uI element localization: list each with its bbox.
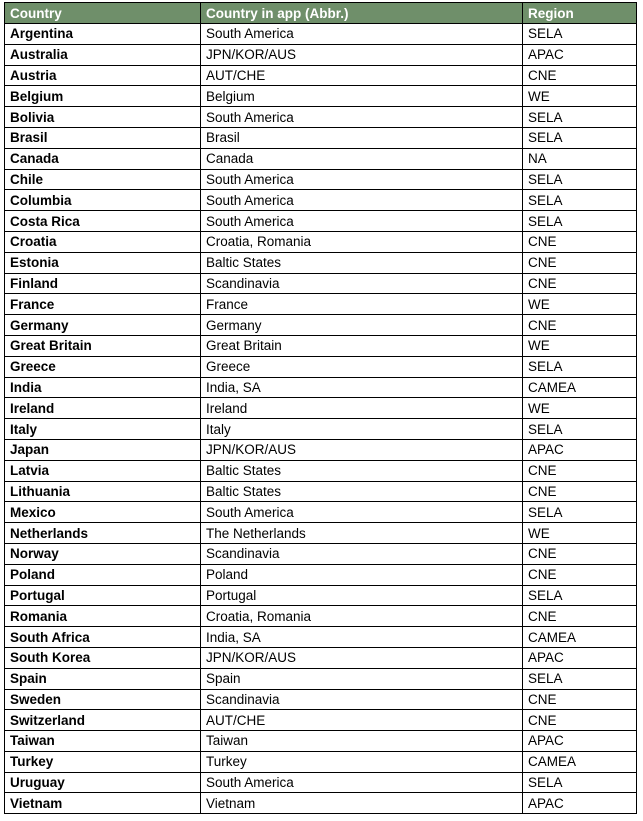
- country-cell: Chile: [5, 169, 201, 190]
- country-in-app-cell: India, SA: [201, 377, 523, 398]
- country-cell: India: [5, 377, 201, 398]
- country-cell: Austria: [5, 65, 201, 86]
- country-cell: Latvia: [5, 460, 201, 481]
- region-cell: CNE: [523, 231, 637, 252]
- country-cell: Turkey: [5, 751, 201, 772]
- region-cell: CNE: [523, 65, 637, 86]
- table-row: [5, 460, 637, 481]
- country-in-app-cell: South America: [201, 772, 523, 793]
- region-cell: CNE: [523, 689, 637, 710]
- country-cell: Japan: [5, 439, 201, 460]
- country-cell: Romania: [5, 606, 201, 627]
- country-cell: Spain: [5, 668, 201, 689]
- table-row: [5, 627, 637, 648]
- region-cell: SELA: [523, 211, 637, 232]
- country-in-app-cell: Turkey: [201, 751, 523, 772]
- region-cell: WE: [523, 398, 637, 419]
- country-in-app-cell: Taiwan: [201, 731, 523, 752]
- region-cell: CNE: [523, 481, 637, 502]
- table-row: [5, 356, 637, 377]
- region-cell: SELA: [523, 127, 637, 148]
- table-row: [5, 107, 637, 128]
- country-cell: Portugal: [5, 585, 201, 606]
- country-cell: Bolivia: [5, 107, 201, 128]
- country-in-app-cell: Belgium: [201, 86, 523, 107]
- region-cell: WE: [523, 523, 637, 544]
- country-cell: Brasil: [5, 127, 201, 148]
- header-country: Country: [5, 3, 201, 24]
- country-in-app-cell: AUT/CHE: [201, 65, 523, 86]
- table-header: [5, 3, 637, 24]
- table-row: [5, 127, 637, 148]
- table-row: [5, 24, 637, 45]
- country-region-sheet: [4, 2, 637, 814]
- country-cell: Norway: [5, 543, 201, 564]
- country-in-app-cell: Italy: [201, 419, 523, 440]
- region-cell: CAMEA: [523, 627, 637, 648]
- region-cell: WE: [523, 335, 637, 356]
- region-cell: NA: [523, 148, 637, 169]
- table-row: [5, 169, 637, 190]
- table-row: [5, 647, 637, 668]
- table-row: [5, 398, 637, 419]
- region-cell: SELA: [523, 502, 637, 523]
- table-row: [5, 335, 637, 356]
- table-row: [5, 65, 637, 86]
- country-in-app-cell: Scandinavia: [201, 543, 523, 564]
- table-row: [5, 606, 637, 627]
- region-cell: SELA: [523, 169, 637, 190]
- country-in-app-cell: South America: [201, 107, 523, 128]
- country-in-app-cell: France: [201, 294, 523, 315]
- country-cell: Poland: [5, 564, 201, 585]
- country-cell: Great Britain: [5, 335, 201, 356]
- region-cell: CAMEA: [523, 751, 637, 772]
- region-cell: SELA: [523, 24, 637, 45]
- country-cell: Switzerland: [5, 710, 201, 731]
- country-in-app-cell: Germany: [201, 315, 523, 336]
- country-in-app-cell: Baltic States: [201, 252, 523, 273]
- country-in-app-cell: South America: [201, 190, 523, 211]
- country-cell: South Korea: [5, 647, 201, 668]
- country-in-app-cell: JPN/KOR/AUS: [201, 647, 523, 668]
- table-row: [5, 502, 637, 523]
- country-cell: Mexico: [5, 502, 201, 523]
- country-in-app-cell: The Netherlands: [201, 523, 523, 544]
- country-in-app-cell: Baltic States: [201, 481, 523, 502]
- country-in-app-cell: JPN/KOR/AUS: [201, 439, 523, 460]
- region-cell: CAMEA: [523, 377, 637, 398]
- table-row: [5, 44, 637, 65]
- table-row: [5, 190, 637, 211]
- country-cell: Australia: [5, 44, 201, 65]
- region-cell: CNE: [523, 710, 637, 731]
- country-cell: Uruguay: [5, 772, 201, 793]
- table-row: [5, 294, 637, 315]
- country-in-app-cell: South America: [201, 502, 523, 523]
- country-in-app-cell: JPN/KOR/AUS: [201, 44, 523, 65]
- country-in-app-cell: South America: [201, 211, 523, 232]
- table-row: [5, 377, 637, 398]
- country-in-app-cell: Ireland: [201, 398, 523, 419]
- country-cell: Germany: [5, 315, 201, 336]
- region-cell: APAC: [523, 731, 637, 752]
- region-cell: SELA: [523, 772, 637, 793]
- region-cell: SELA: [523, 668, 637, 689]
- region-cell: CNE: [523, 543, 637, 564]
- region-cell: CNE: [523, 252, 637, 273]
- country-in-app-cell: Brasil: [201, 127, 523, 148]
- table-row: [5, 315, 637, 336]
- country-cell: Vietnam: [5, 793, 201, 814]
- region-cell: APAC: [523, 439, 637, 460]
- country-in-app-cell: Croatia, Romania: [201, 231, 523, 252]
- header-row: [5, 3, 637, 24]
- table-row: [5, 543, 637, 564]
- country-in-app-cell: India, SA: [201, 627, 523, 648]
- region-cell: APAC: [523, 647, 637, 668]
- country-in-app-cell: Portugal: [201, 585, 523, 606]
- header-country-in-app: Country in app (Abbr.): [201, 3, 523, 24]
- country-cell: Netherlands: [5, 523, 201, 544]
- region-cell: WE: [523, 86, 637, 107]
- table-row: [5, 668, 637, 689]
- table-row: [5, 793, 637, 814]
- region-cell: SELA: [523, 190, 637, 211]
- country-cell: Sweden: [5, 689, 201, 710]
- country-in-app-cell: Canada: [201, 148, 523, 169]
- table-row: [5, 231, 637, 252]
- country-in-app-cell: Croatia, Romania: [201, 606, 523, 627]
- table-row: [5, 689, 637, 710]
- region-cell: CNE: [523, 564, 637, 585]
- country-in-app-cell: South America: [201, 169, 523, 190]
- country-region-table: [4, 2, 637, 814]
- table-row: [5, 772, 637, 793]
- country-cell: Costa Rica: [5, 211, 201, 232]
- country-in-app-cell: South America: [201, 24, 523, 45]
- country-in-app-cell: Scandinavia: [201, 689, 523, 710]
- country-in-app-cell: Spain: [201, 668, 523, 689]
- table-row: [5, 585, 637, 606]
- country-in-app-cell: Greece: [201, 356, 523, 377]
- country-in-app-cell: Poland: [201, 564, 523, 585]
- country-cell: Croatia: [5, 231, 201, 252]
- table-row: [5, 273, 637, 294]
- table-body: [5, 24, 637, 814]
- country-cell: Estonia: [5, 252, 201, 273]
- country-cell: Italy: [5, 419, 201, 440]
- country-in-app-cell: AUT/CHE: [201, 710, 523, 731]
- table-row: [5, 419, 637, 440]
- country-cell: Argentina: [5, 24, 201, 45]
- table-row: [5, 439, 637, 460]
- region-cell: CNE: [523, 315, 637, 336]
- table-row: [5, 481, 637, 502]
- country-cell: Canada: [5, 148, 201, 169]
- country-cell: France: [5, 294, 201, 315]
- table-row: [5, 252, 637, 273]
- country-in-app-cell: Scandinavia: [201, 273, 523, 294]
- table-row: [5, 211, 637, 232]
- country-in-app-cell: Vietnam: [201, 793, 523, 814]
- table-row: [5, 564, 637, 585]
- region-cell: CNE: [523, 606, 637, 627]
- country-cell: Lithuania: [5, 481, 201, 502]
- table-row: [5, 86, 637, 107]
- country-cell: Columbia: [5, 190, 201, 211]
- country-cell: Belgium: [5, 86, 201, 107]
- country-cell: Ireland: [5, 398, 201, 419]
- table-row: [5, 523, 637, 544]
- region-cell: SELA: [523, 419, 637, 440]
- table-row: [5, 148, 637, 169]
- country-cell: Taiwan: [5, 731, 201, 752]
- country-cell: Greece: [5, 356, 201, 377]
- region-cell: SELA: [523, 356, 637, 377]
- region-cell: APAC: [523, 793, 637, 814]
- country-cell: South Africa: [5, 627, 201, 648]
- region-cell: CNE: [523, 460, 637, 481]
- region-cell: WE: [523, 294, 637, 315]
- region-cell: CNE: [523, 273, 637, 294]
- header-region: Region: [523, 3, 637, 24]
- country-in-app-cell: Baltic States: [201, 460, 523, 481]
- table-row: [5, 710, 637, 731]
- country-cell: Finland: [5, 273, 201, 294]
- region-cell: SELA: [523, 107, 637, 128]
- country-in-app-cell: Great Britain: [201, 335, 523, 356]
- table-row: [5, 731, 637, 752]
- region-cell: SELA: [523, 585, 637, 606]
- table-row: [5, 751, 637, 772]
- region-cell: APAC: [523, 44, 637, 65]
